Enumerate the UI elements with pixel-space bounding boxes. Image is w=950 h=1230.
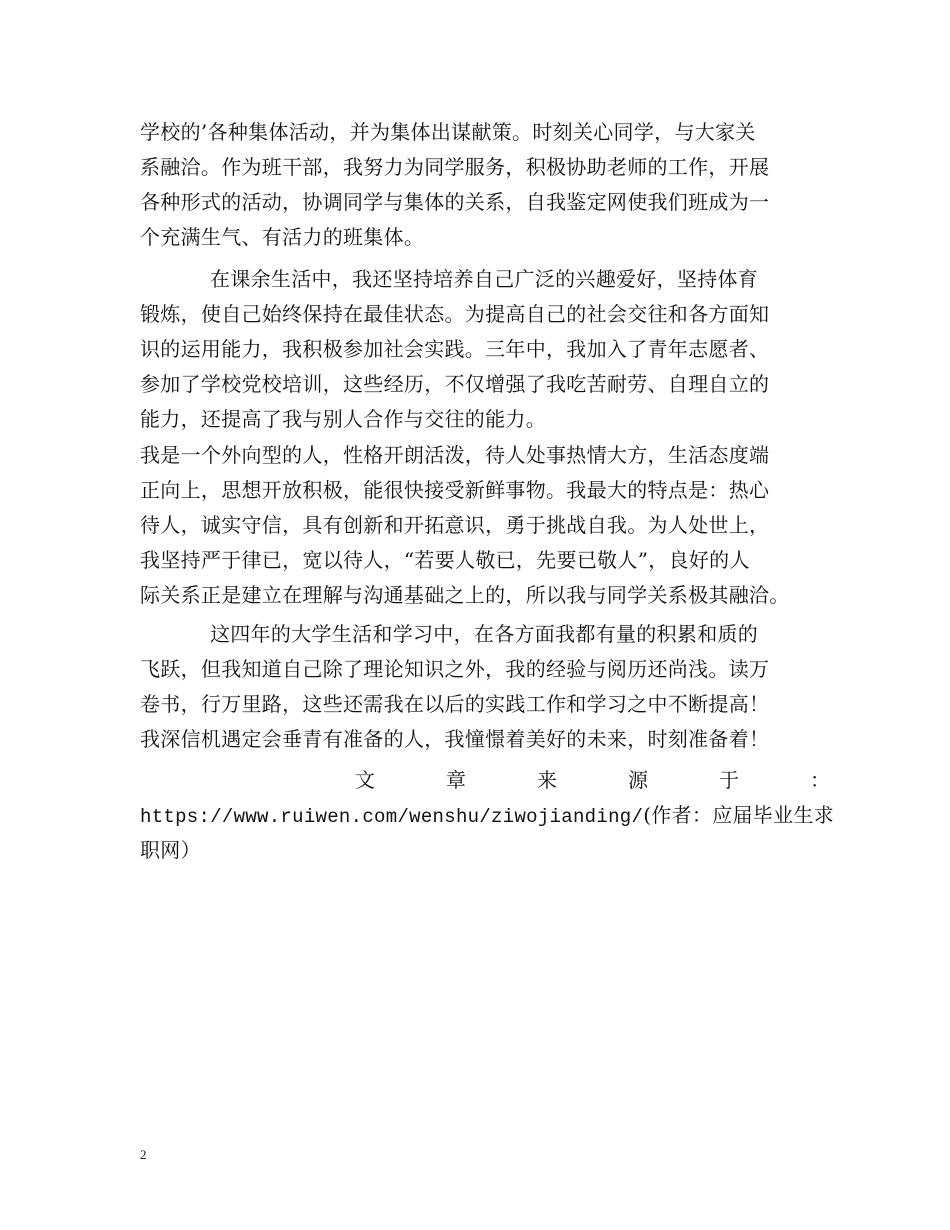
paragraph-2-line-5: 能力，还提高了我与别人合作与交往的能力。 bbox=[140, 407, 546, 431]
paragraph-2-line-4: 参加了学校党校培训，这些经历，不仅增强了我吃苦耐劳、自理自立的 bbox=[140, 372, 770, 396]
paragraph-3-line-3: 待人，诚实守信，具有创新和开拓意识，勇于挑战自我。为人处世上， bbox=[140, 513, 770, 537]
paragraph-4-line-4: 我深信机遇定会垂青有准备的人，我憧憬着美好的未来，时刻准备着！ bbox=[140, 727, 770, 751]
source-author-end: 职网） bbox=[140, 838, 201, 862]
source-label-char: 于 bbox=[719, 768, 739, 792]
paragraph-1-line-3: 各种形式的活动，协调同学与集体的关系，自我鉴定网使我们班成为一 bbox=[140, 190, 770, 214]
paragraph-1-line-4: 个充满生气、有活力的班集体。 bbox=[140, 225, 425, 249]
source-author: (作者：应届毕业生求 bbox=[643, 803, 834, 827]
source-label-char: 文 bbox=[355, 768, 375, 792]
paragraph-1-line-1: 学校的’各种集体活动，并为集体出谋献策。时刻关心同学，与大家关 bbox=[140, 120, 756, 144]
source-url-link[interactable]: https://www.ruiwen.com/wenshu/ziwojianding/ bbox=[140, 806, 644, 828]
source-label-char: 章 bbox=[446, 768, 466, 792]
source-url-line bbox=[140, 797, 834, 833]
page-number: 2 bbox=[140, 1147, 147, 1162]
paragraph-2-line-2: 锻炼，使自己始终保持在最佳状态。为提高自己的社会交往和各方面知 bbox=[140, 302, 770, 326]
paragraph-1-line-2: 系融洽。作为班干部，我努力为同学服务，积极协助老师的工作，开展 bbox=[140, 155, 770, 179]
paragraph-2-line-3: 识的运用能力，我积极参加社会实践。三年中，我加入了青年志愿者、 bbox=[140, 337, 770, 361]
source-label-char: 源 bbox=[628, 768, 648, 792]
paragraph-3-line-2: 正向上，思想开放积极，能很快接受新鲜事物。我最大的特点是：热心 bbox=[140, 478, 770, 502]
paragraph-3-line-4: 我坚持严于律已，宽以待人，“若要人敬已，先要已敬人”，良好的人 bbox=[140, 548, 750, 572]
paragraph-2-line-1: 在课余生活中，我还坚持培养自己广泛的兴趣爱好，坚持体育 bbox=[210, 267, 759, 291]
paragraph-3-line-5: 际关系正是建立在理解与沟通基础之上的，所以我与同学关系极其融洽。 bbox=[140, 583, 790, 607]
source-label bbox=[140, 762, 830, 798]
source-label-char: ： bbox=[810, 768, 830, 792]
paragraph-3-line-1: 我是一个外向型的人，性格开朗活泼，待人处事热情大方，生活态度端 bbox=[140, 443, 770, 467]
paragraph-4-line-3: 卷书，行万里路，这些还需我在以后的实践工作和学习之中不断提高！ bbox=[140, 692, 770, 716]
source-label-char: 来 bbox=[537, 768, 557, 792]
paragraph-4-line-2: 飞跃，但我知道自己除了理论知识之外，我的经验与阅历还尚浅。读万 bbox=[140, 657, 770, 681]
paragraph-4-line-1: 这四年的大学生活和学习中，在各方面我都有量的积累和质的 bbox=[210, 622, 759, 646]
